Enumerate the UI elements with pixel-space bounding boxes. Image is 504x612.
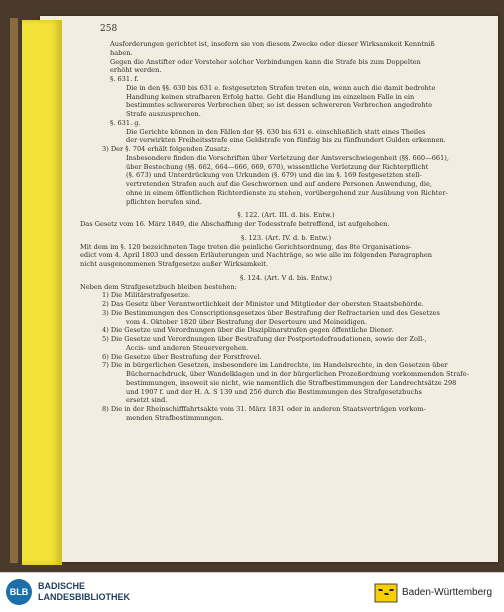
text-line: §. 124. (Art. V d. bis. Entw.) bbox=[239, 273, 332, 282]
yellow-bookmark-strip bbox=[22, 20, 62, 565]
text-line: der verwirkten Freiheitsstrafe eine Geldstrafe von fünfzig bis zu fünfhundert Gulden erkennen. bbox=[126, 136, 446, 145]
text-line: 5) Die Gesetze und Verordnungen über Bestrafung der Postportodefraudationen, sowie der Zoll-, bbox=[102, 335, 427, 343]
lion-coat-of-arms-icon[interactable] bbox=[374, 583, 398, 603]
text-line: 6) Die Gesetze über Bestrafung der Forstfrevel. bbox=[102, 352, 262, 361]
footer-bar bbox=[0, 572, 504, 612]
text-line: über Bestechung (§§. 662, 664—666, 669, 670), wissentliche Verletzung der Richterpflicht bbox=[126, 162, 429, 171]
text-line: und 1907 f. und der H. A. S 139 und 256 durch die Bestimmungen des Strafgesetzbuchs bbox=[126, 387, 422, 396]
text-line: §. 123. (Art. IV. d. b. Entw.) bbox=[240, 233, 332, 242]
book-cover-edge bbox=[10, 18, 18, 563]
text-line: 8) Die in der Rheinschifffahrtsakte vom 31. März 1831 oder in anderen Staatsverträgen vorkom- bbox=[102, 405, 426, 413]
text-line: edict vom 4. April 1803 und dessen Erläuterungen und Nachträge, so wie alle im folgenden Paragraphen bbox=[80, 251, 433, 260]
text-line: erhöht werden. bbox=[110, 66, 162, 75]
text-line: (§. 673) und Unterdrückung von Urkunden (§. 679) und die im §. 169 festgesetzten stell- bbox=[126, 171, 422, 180]
text-line: pflichten berufen sind. bbox=[126, 197, 202, 206]
text-line: bestimmungen, insoweit sie nicht, wie namentlich die Strafbestimmungen der Landrechtsätze 298 bbox=[126, 378, 457, 387]
text-line: Ausforderungen gerichtet ist, insofern sie von diesem Zwecke oder dieser Wirksamkeit Kenntniß bbox=[110, 40, 435, 48]
text-line: 1) Die Militärstrafgesetze. bbox=[102, 291, 191, 300]
library-name-line2: LANDESBIBLIOTHEK bbox=[38, 592, 130, 602]
text-line: nicht ausgenommenen Strafgesetze außer Wirksamkeit. bbox=[80, 260, 269, 268]
page-text bbox=[80, 40, 492, 423]
text-line: Strafe auszusprechen. bbox=[126, 110, 201, 118]
text-line: Neben dem Strafgesetzbuch bleiben bestehen: bbox=[80, 282, 237, 291]
text-line: 2) Das Gesetz über Verantwortlichkeit der Minister und Mitglieder der obersten Staatsbehörde. bbox=[102, 300, 424, 308]
text-line: §. 631. g. bbox=[110, 118, 141, 127]
text-line: Handlung keinen strafbaren Erfolg hatte. Geht die Handlung im einzelnen Falle in ein bbox=[126, 92, 415, 101]
text-line: §. 122. (Art. III. d. bis. Entw.) bbox=[237, 211, 335, 220]
blb-logo-icon[interactable]: BLB bbox=[6, 579, 32, 605]
library-name[interactable] bbox=[38, 581, 130, 603]
text-line: 3) Die Bestimmungen des Conscriptionsgesetzes über Bestrafung der Refractarien und des Gesetzes bbox=[102, 308, 440, 317]
text-line: 4) Die Gesetze und Verordnungen über die Disziplinarstrafen gegen öffentliche Diener. bbox=[102, 326, 394, 335]
state-name[interactable]: Baden-Württemberg bbox=[402, 587, 493, 598]
page-sheet bbox=[40, 16, 498, 562]
text-line: 7) Die in bürgerlichen Gesetzen, insbesondere im Landrechte, im Handelsrechte, in den Gesetzen über bbox=[102, 361, 448, 370]
text-line: vertretenden Strafen auch auf die Geschwornen und auf andere Personen Anwendung, die, bbox=[126, 180, 432, 188]
text-line: Das Gesetz vom 16. März 1849, die Abschaffung der Todesstrafe betreffend, ist aufgehoben. bbox=[80, 220, 390, 228]
page-number: 258 bbox=[100, 24, 118, 34]
text-line: Insbesondere finden die Vorschriften über Verletzung der Amtsverschwiegenheit (§§. 660—661), bbox=[126, 153, 449, 162]
text-line: Gegen die Anstifter oder Vorsteher solcher Verbindungen kann die Strafe bis zum Doppelten bbox=[110, 57, 421, 66]
text-line: 3) Der §. 704 erhält folgenden Zusatz: bbox=[102, 145, 230, 153]
text-line: Büchernachdruck, über Wandelklagen und in der bürgerlichen Prozeßordnung vorkommenden Strafe- bbox=[126, 370, 469, 378]
text-line: Accis- und anderen Steuervergehen. bbox=[126, 343, 249, 352]
text-line: Mit dem im §. 120 bezeichneten Tage treten die peinliche Gerichtsordnung, das 8te Organisations- bbox=[80, 242, 412, 251]
text-line: §. 631. f. bbox=[110, 75, 139, 83]
text-line: ersetzt sind. bbox=[126, 396, 168, 405]
text-line: menden Strafbestimmungen. bbox=[126, 413, 224, 422]
text-line: bestimmtes schwereres Verbrechen über, so ist dessen schwereren Verbrechen angedrohte bbox=[126, 101, 433, 110]
text-line: Die Gerichte können in den Fällen der §§. 630 bis 631 e. einschließlich statt eines Theiles bbox=[126, 127, 426, 136]
text-line: vom 4. Oktober 1820 über Bestrafung der Deserteure und Meineidigen. bbox=[126, 317, 368, 326]
text-line: Die in den §§. 630 bis 631 e. festgesetzten Strafen treten ein, wenn auch die damit bedrohte bbox=[126, 83, 436, 92]
text-line: haben. bbox=[110, 48, 133, 57]
text-line: ohne in einem öffentlichen Richterdienste zu stehen, vorübergehend zur Ausübung von Richter- bbox=[126, 188, 448, 197]
library-name-line1: BADISCHE bbox=[38, 581, 86, 591]
